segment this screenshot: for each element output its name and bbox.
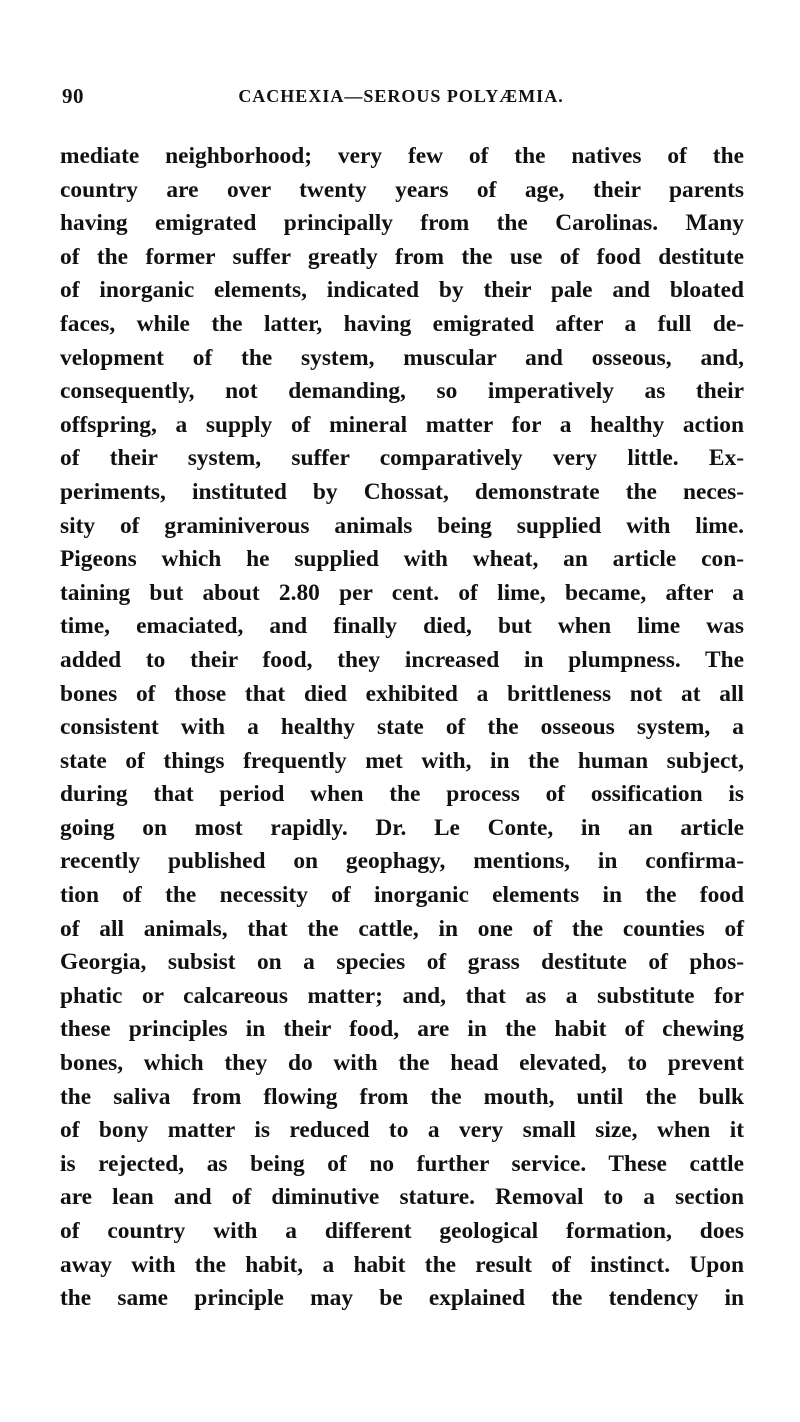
text-line: Georgia, subsist on a species of grass destitute of phos- xyxy=(60,949,744,976)
text-line: recently published on geophagy, mentions, in confirma- xyxy=(60,848,744,875)
text-line: periments, instituted by Chossat, demonstrate the neces- xyxy=(60,478,744,505)
text-line: bones of those that died exhibited a brittleness not at all xyxy=(60,680,744,707)
text-line: these principles in their food, are in the habit of chewing xyxy=(60,1016,744,1043)
page-number: 90 xyxy=(62,84,84,108)
text-line: going on most rapidly. Dr. Le Conte, in an article xyxy=(60,814,744,841)
text-line: of bony matter is reduced to a very small size, when it xyxy=(60,1117,744,1144)
text-line: faces, while the latter, having emigrated after a full de- xyxy=(60,310,744,337)
text-line: added to their food, they increased in plumpness. The xyxy=(60,646,744,673)
page-header-title: CACHEXIA—SEROUS POLYÆMIA. xyxy=(238,86,564,106)
text-line: the saliva from flowing from the mouth, until the bulk xyxy=(60,1083,744,1110)
text-line: state of things frequently met with, in the human subject, xyxy=(60,747,744,774)
text-line: Pigeons which he supplied with wheat, an article con- xyxy=(60,546,744,573)
text-line: is rejected, as being of no further service. These cattle xyxy=(60,1150,744,1177)
text-line: sity of graminiverous animals being supplied with lime. xyxy=(60,512,744,539)
body-text xyxy=(60,140,744,1316)
text-line: taining but about 2.80 per cent. of lime, became, after a xyxy=(60,579,744,606)
text-line: offspring, a supply of mineral matter for a healthy action xyxy=(60,411,744,438)
text-line: country are over twenty years of age, their parents xyxy=(60,176,744,203)
text-line: bones, which they do with the head elevated, to prevent xyxy=(60,1050,744,1077)
text-line: phatic or calcareous matter; and, that as a substitute for xyxy=(60,982,744,1009)
running-header xyxy=(62,84,740,114)
text-line: consistent with a healthy state of the osseous system, a xyxy=(60,714,744,741)
text-line: tion of the necessity of inorganic elements in the food xyxy=(60,882,744,909)
text-line: away with the habit, a habit the result of instinct. Upon xyxy=(60,1251,744,1278)
text-line: the same principle may be explained the tendency in xyxy=(60,1285,744,1312)
text-line: of country with a different geological formation, does xyxy=(60,1218,744,1244)
text-line: during that period when the process of ossification is xyxy=(60,781,744,808)
text-line: time, emaciated, and finally died, but when lime was xyxy=(60,613,744,640)
text-line: of the former suffer greatly from the use of food destitute xyxy=(60,243,744,270)
text-line: having emigrated principally from the Carolinas. Many xyxy=(60,210,744,237)
text-line: velopment of the system, muscular and osseous, and, xyxy=(60,344,744,371)
text-line: of inorganic elements, indicated by their pale and bloated xyxy=(60,277,744,304)
text-line: are lean and of diminutive stature. Removal to a section xyxy=(60,1184,744,1211)
text-line: of their system, suffer comparatively very little. Ex- xyxy=(60,445,744,472)
text-line: consequently, not demanding, so imperatively as their xyxy=(60,378,744,405)
text-line: mediate neighborhood; very few of the natives of the xyxy=(60,143,744,169)
text-line: of all animals, that the cattle, in one of the counties of xyxy=(60,915,744,942)
